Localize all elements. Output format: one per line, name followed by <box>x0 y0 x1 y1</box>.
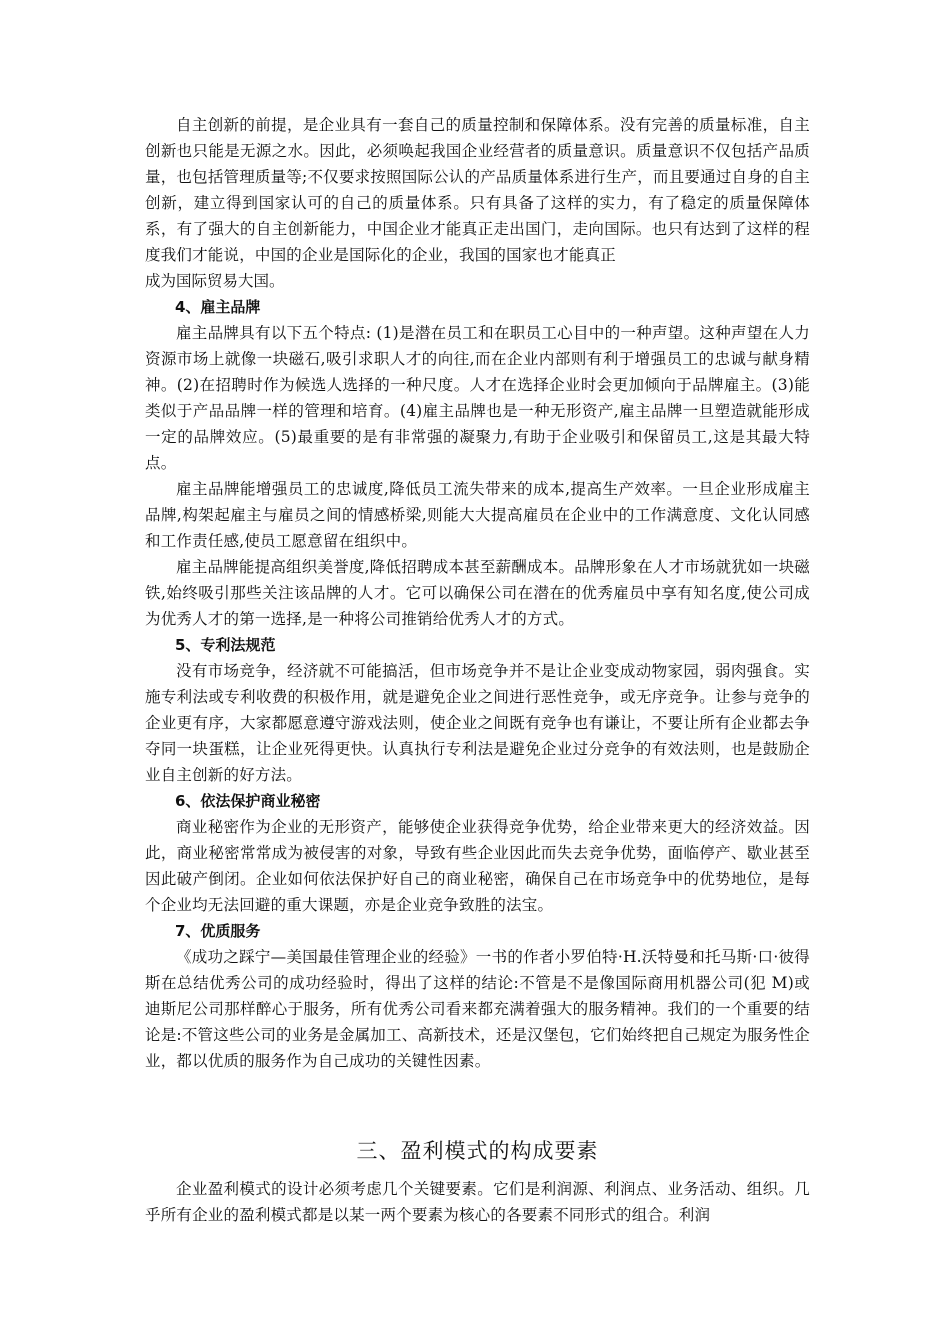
paragraph-trade-secrets: 商业秘密作为企业的无形资产，能够使企业获得竞争优势，给企业带来更大的经济效益。因此，商业秘密常常成为被侵害的对象，导致有些企业因此而失去竞争优势，面临停产、歇业甚至因此破产倒闭。企业如何依法保护好自己的商业秘密，确保自己在市场竞争中的优势地位，是每个企业均无法回避的重大课题，亦是企业竞争致胜的法宝。 <box>145 818 810 914</box>
paragraph-quality-system-continued: 成为国际贸易大国。 <box>145 272 285 290</box>
paragraph-patent-law: 没有市场竞争，经济就不可能搞活，但市场竞争并不是让企业变成动物家园，弱肉强食。实施专利法或专利收费的积极作用，就是避免企业之间进行恶性竞争，或无序竞争。让参与竞争的企业更有序，大家都愿意遵守游戏法则，使企业之间既有竞争也有谦让，不要让所有企业都去争夺同一块蛋糕，让企业死得更快。认真执行专利法是避免企业过分竞争的有效法则，也是鼓励企业自主创新的好方法。 <box>145 662 810 784</box>
heading-trade-secrets: 6、依法保护商业秘密 <box>175 792 321 810</box>
paragraph-quality-service: 《成功之踩宁—美国最佳管理企业的经验》一书的作者小罗伯特·H.沃特曼和托马斯·口·彼得斯在总结优秀公司的成功经验时，得出了这样的结论:不管是不是像国际商用机器公司(犯 M)或迪斯尼公司那样醉心于服务，所有优秀公司看来都充满着强大的服务精神。我们的一个重要的结论是:不管这些公司的业务是金属加工、高新技术，还是汉堡包，它们始终把自己规定为服务性企业，都以优质的服务作为自己成功的关键性因素。 <box>145 948 810 1070</box>
paragraph-profit-model-elements: 企业盈利模式的设计必须考虑几个关键要素。它们是利润源、利润点、业务活动、组织。几乎所有企业的盈利模式都是以某一两个要素为核心的各要素不同形式的组合。利润 <box>145 1180 810 1224</box>
document-page <box>145 112 810 1228</box>
heading-quality-service: 7、优质服务 <box>175 922 261 940</box>
heading-employer-brand: 4、雇主品牌 <box>175 298 261 316</box>
section-title-profit-model: 三、盈利模式的构成要素 <box>356 1139 599 1163</box>
heading-patent-law: 5、专利法规范 <box>175 636 276 654</box>
paragraph-employer-brand-reputation: 雇主品牌能提高组织美誉度,降低招聘成本甚至薪酬成本。品牌形象在人才市场就犹如一块磁铁,始终吸引那些关注该品牌的人才。它可以确保公司在潜在的优秀雇员中享有知名度,使公司成为优秀人才的第一选择,是一种将公司推销给优秀人才的方式。 <box>145 558 810 628</box>
paragraph-employer-brand-loyalty: 雇主品牌能增强员工的忠诚度,降低员工流失带来的成本,提高生产效率。一旦企业形成雇主品牌,构架起雇主与雇员之间的情感桥梁,则能大大提高雇员在企业中的工作满意度、文化认同感和工作责任感,使员工愿意留在组织中。 <box>145 480 810 550</box>
paragraph-employer-brand-features: 雇主品牌具有以下五个特点: (1)是潜在员工和在职员工心目中的一种声望。这种声望在人力资源市场上就像一块磁石,吸引求职人才的向往,而在企业内部则有利于增强员工的忠诚与献身精神。(2)在招聘时作为候选人选择的一种尺度。人才在选择企业时会更加倾向于品牌雇主。(3)能类似于产品品牌一样的管理和培育。(4)雇主品牌也是一种无形资产,雇主品牌一旦塑造就能形成一定的品牌效应。(5)最重要的是有非常强的凝聚力,有助于企业吸引和保留员工,这是其最大特点。 <box>145 324 810 472</box>
paragraph-quality-system: 自主创新的前提，是企业具有一套自己的质量控制和保障体系。没有完善的质量标准，自主创新也只能是无源之水。因此，必须唤起我国企业经营者的质量意识。质量意识不仅包括产品质量，也包括管理质量等;不仅要求按照国际公认的产品质量体系进行生产，而且要通过自身的自主创新，建立得到国家认可的自己的质量体系。只有具备了这样的实力，有了稳定的质量保障体系，有了强大的自主创新能力，中国企业才能真正走出国门，走向国际。也只有达到了这样的程度我们才能说，中国的企业是国际化的企业，我国的国家也才能真正 <box>145 116 810 264</box>
